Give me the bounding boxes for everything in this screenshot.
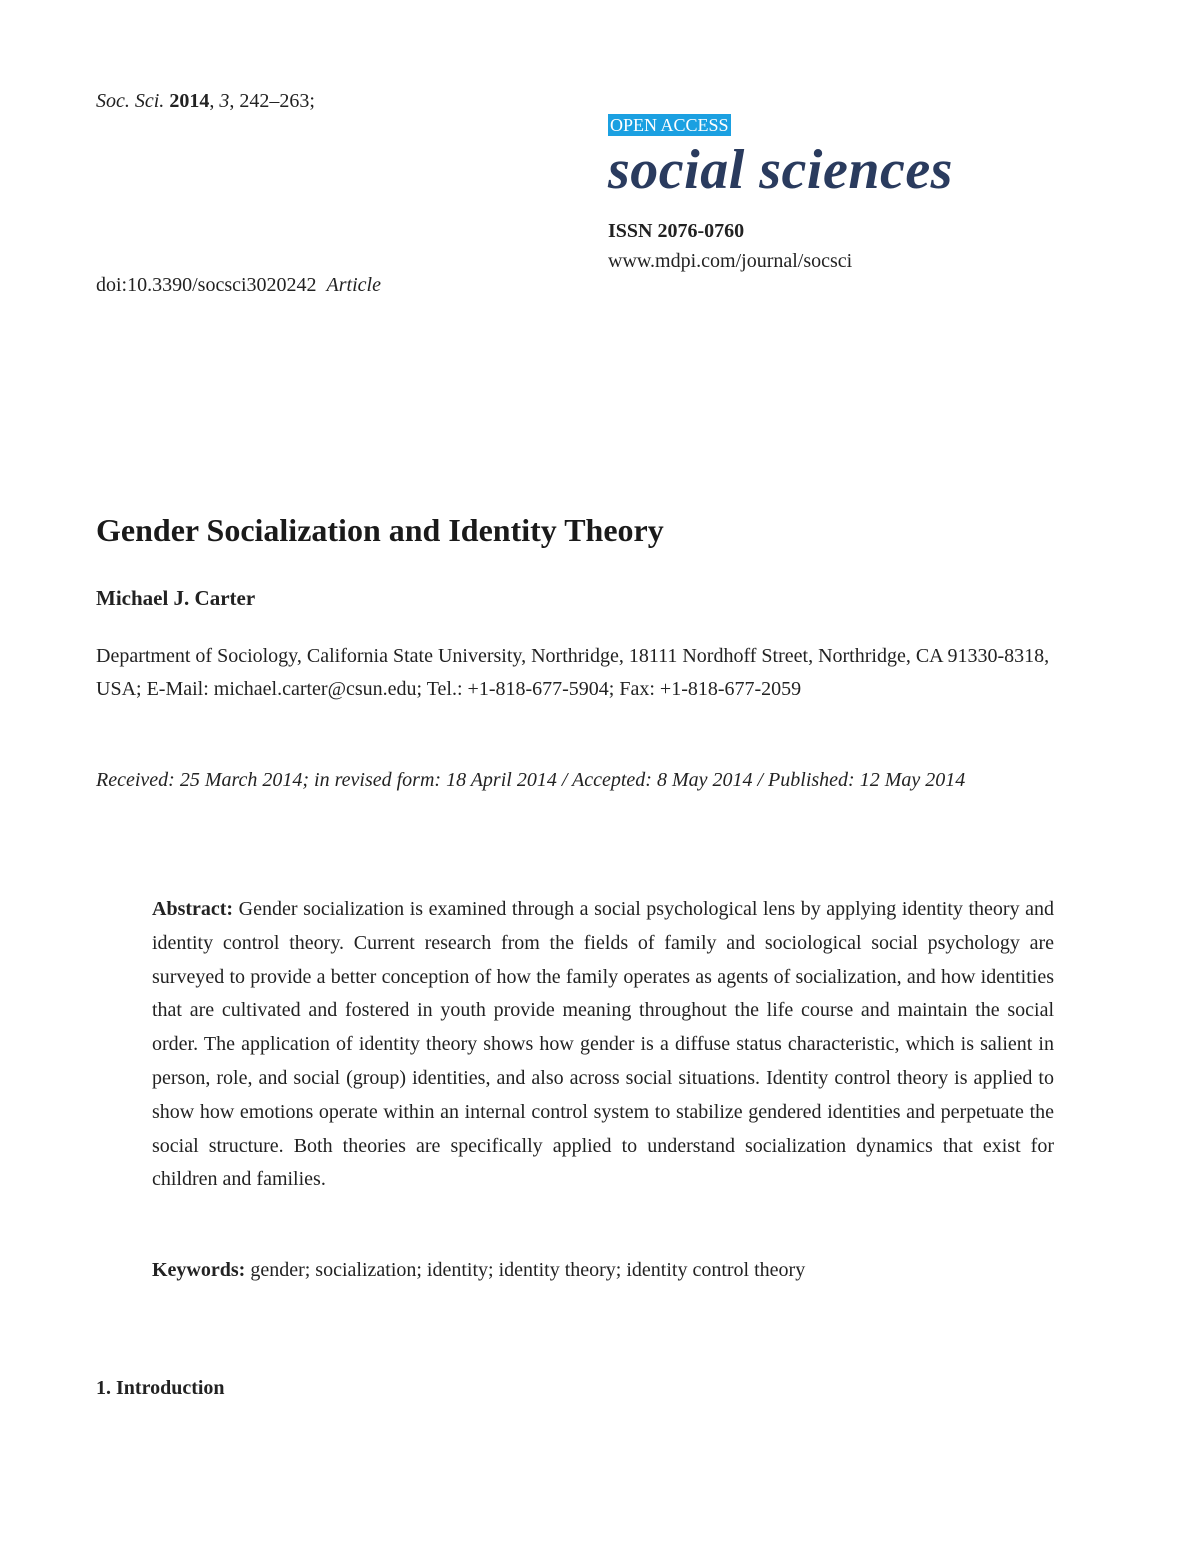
journal-abbrev: Soc. Sci. bbox=[96, 90, 165, 112]
abstract-text: Gender socialization is examined through a social psychological lens by applying identity theory and identity control theory. Current research from the fields of family and sociological social psychology are surveyed to provide a better conception of how the family operates as agents of socialization, and how identities that are cultivated and fostered in youth provide meaning throughout the life course and maintain the social order. The application of identity theory shows how gender is a diffuse status characteristic, which is salient in person, role, and social (group) identities, and also across social situations. Identity control theory is applied to show how emotions operate within an internal control system to stabilize gendered identities and perpetuate the social structure. Both theories are specifically applied to understand socialization dynamics that exist for children and families. bbox=[152, 898, 1055, 1191]
keywords-label: Keywords: bbox=[152, 1259, 246, 1281]
section-heading-introduction: 1. Introduction bbox=[96, 1377, 225, 1399]
article-title: Gender Socialization and Identity Theory bbox=[96, 512, 664, 548]
open-access-badge: OPEN ACCESS bbox=[610, 115, 729, 135]
abstract bbox=[152, 893, 1054, 1197]
abstract-label: Abstract: bbox=[152, 898, 234, 920]
journal-logo-text: social sciences bbox=[608, 139, 953, 201]
issn: ISSN 2076-0760 bbox=[608, 220, 745, 242]
journal-masthead bbox=[608, 114, 1128, 274]
doi-line bbox=[96, 272, 381, 298]
journal-url[interactable]: www.mdpi.com/journal/socsci bbox=[608, 250, 853, 272]
article-type: Article bbox=[326, 274, 381, 296]
keywords bbox=[152, 1256, 1054, 1284]
citation-volume: 3 bbox=[219, 90, 230, 112]
article-dates: Received: 25 March 2014; in revised form: 18 April 2014 / Accepted: 8 May 2014 / Published: 12 May 2014 bbox=[96, 769, 966, 791]
author-affiliation: Department of Sociology, California State University, Northridge, 18111 Nordhoff Street, Northridge, CA 91330-8318, USA; E-Mail: michael.carter@csun.edu; Tel.: +1-818-677-5904; Fax: +1-818-677-2059 bbox=[96, 645, 1050, 700]
citation-line: Soc. Sci. 2014, 3, 242–263; bbox=[96, 90, 315, 112]
keywords-text: gender; socialization; identity; identity theory; identity control theory bbox=[250, 1259, 806, 1281]
author-name: Michael J. Carter bbox=[96, 586, 256, 610]
citation-pages: 242–263; bbox=[239, 90, 315, 112]
doi[interactable]: doi:10.3390/socsci3020242 bbox=[96, 274, 317, 296]
citation-year: 2014 bbox=[169, 90, 210, 112]
